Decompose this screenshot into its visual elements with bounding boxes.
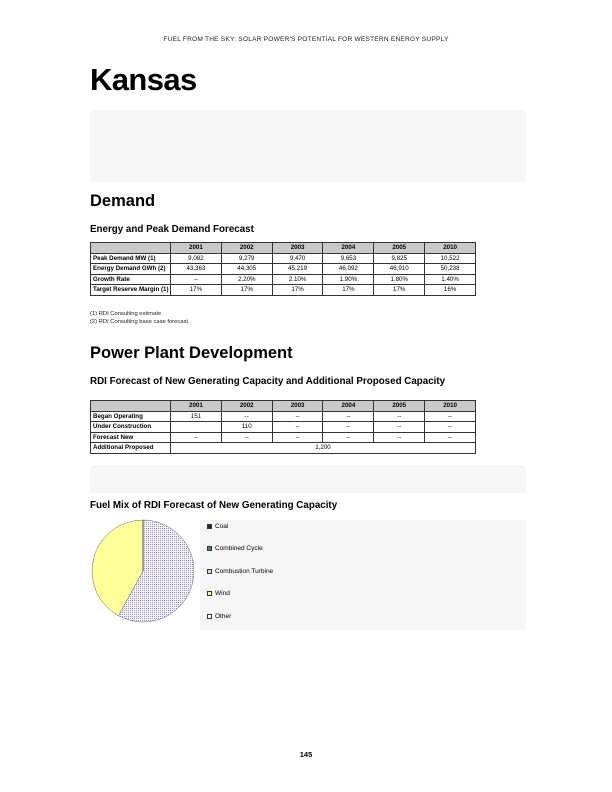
row-label: Forecast New	[91, 432, 171, 443]
legend-item	[207, 522, 273, 530]
table-row	[91, 422, 476, 433]
background-panel-top	[90, 110, 526, 182]
legend-item	[207, 590, 273, 598]
table-cell: --	[272, 432, 323, 443]
table-cell: 1.90%	[323, 274, 374, 285]
page-number: 145	[299, 750, 313, 759]
table-cell: 46,092	[323, 264, 374, 275]
legend-label: Wind	[215, 590, 230, 597]
row-label: Energy Demand GWh (2)	[91, 264, 171, 275]
table-row	[91, 411, 476, 422]
table-cell: 10,522	[425, 253, 476, 264]
pie-svg	[90, 518, 196, 624]
year-header: 2002	[221, 243, 272, 254]
legend-swatch	[207, 569, 212, 574]
legend-label: Combined Cycle	[215, 545, 263, 552]
legend-label: Other	[215, 612, 232, 620]
legend-label: Combustion Turbine	[215, 567, 274, 575]
table-cell: --	[425, 411, 476, 422]
row-label: Peak Demand MW (1)	[91, 253, 171, 264]
year-header: 2005	[374, 401, 425, 412]
table-cell: 44,305	[221, 264, 272, 275]
row-label: Target Reserve Margin (1)	[91, 285, 171, 296]
table-cell	[171, 422, 222, 433]
background-panel-middle	[90, 465, 526, 493]
table-cell: --	[221, 411, 272, 422]
year-header: 2004	[323, 401, 374, 412]
fuel-mix-legend	[207, 522, 273, 635]
page-title: Kansas	[90, 62, 197, 97]
year-header: 2005	[374, 243, 425, 254]
table-row	[91, 253, 476, 264]
table-cell: 9,825	[374, 253, 425, 264]
demand-heading: Demand	[90, 192, 156, 210]
legend-item	[207, 612, 273, 620]
capacity-table-title: RDI Forecast of New Generating Capacity and Additional Proposed Capacity	[90, 376, 446, 387]
year-header: 2003	[272, 243, 323, 254]
fuel-mix-pie-chart	[90, 518, 196, 624]
legend-swatch	[207, 546, 212, 551]
table-cell: --	[425, 432, 476, 443]
table-cell: --	[374, 411, 425, 422]
table-row	[91, 285, 476, 296]
table-header-row	[91, 401, 476, 412]
table-cell: 2.10%	[272, 274, 323, 285]
table-cell: --	[272, 422, 323, 433]
table-cell: 16%	[425, 285, 476, 296]
year-header: 2001	[171, 243, 222, 254]
table-cell: 50,238	[425, 264, 476, 275]
table-cell-merged: 1,200	[171, 443, 476, 454]
row-label: Additional Proposed	[91, 443, 171, 454]
table-cell: --	[374, 422, 425, 433]
corner-cell	[91, 401, 171, 412]
table-cell: 2.20%	[221, 274, 272, 285]
table-cell: --	[171, 274, 222, 285]
row-label: Under Construction	[91, 422, 171, 433]
legend-label: Coal	[215, 522, 229, 530]
legend-item	[207, 567, 273, 575]
table-cell: 17%	[221, 285, 272, 296]
table-cell: 46,910	[374, 264, 425, 275]
fuel-mix-title: Fuel Mix of RDI Forecast of New Generating Capacity	[90, 500, 338, 511]
table-cell: 45,219	[272, 264, 323, 275]
year-header: 2002	[221, 401, 272, 412]
table-cell: 9,082	[171, 253, 222, 264]
legend-swatch	[207, 614, 212, 619]
table-cell: 17%	[374, 285, 425, 296]
demand-forecast-table	[90, 242, 476, 296]
year-header: 2010	[425, 243, 476, 254]
table-cell: 17%	[323, 285, 374, 296]
table-cell: 151	[171, 411, 222, 422]
row-label: Began Operating	[91, 411, 171, 422]
legend-swatch	[207, 524, 212, 529]
demand-footnotes	[90, 310, 190, 326]
table-cell: --	[374, 432, 425, 443]
table-cell: 9,653	[323, 253, 374, 264]
legend-item	[207, 545, 273, 553]
table-cell: --	[171, 432, 222, 443]
table-cell: 17%	[171, 285, 222, 296]
table-row	[91, 443, 476, 454]
table-row	[91, 264, 476, 275]
table-header-row	[91, 243, 476, 254]
table-cell: 9,470	[272, 253, 323, 264]
table-cell: --	[221, 432, 272, 443]
year-header: 2001	[171, 401, 222, 412]
year-header: 2010	[425, 401, 476, 412]
year-header: 2003	[272, 401, 323, 412]
table-cell: --	[272, 411, 323, 422]
table-cell: 17%	[272, 285, 323, 296]
table-cell: --	[323, 422, 374, 433]
table-cell: --	[425, 422, 476, 433]
table-cell: 43,363	[171, 264, 222, 275]
table-row	[91, 274, 476, 285]
row-label: Growth Rate	[91, 274, 171, 285]
capacity-forecast-table	[90, 400, 476, 454]
table-cell: 9,279	[221, 253, 272, 264]
corner-cell	[91, 243, 171, 254]
power-plant-heading: Power Plant Development	[90, 344, 293, 362]
table-row	[91, 432, 476, 443]
table-cell: --	[323, 432, 374, 443]
demand-table-title: Energy and Peak Demand Forecast	[90, 224, 254, 235]
table-cell: --	[323, 411, 374, 422]
year-header: 2004	[323, 243, 374, 254]
legend-swatch	[207, 591, 212, 596]
table-cell: 1.40%	[425, 274, 476, 285]
footnote: (2) RDI Consulting base case forecast.	[90, 319, 190, 325]
table-cell: 1.80%	[374, 274, 425, 285]
table-cell: 110	[221, 422, 272, 433]
footnote: (1) RDI Consulting estimate	[90, 311, 162, 317]
running-header: FUEL FROM THE SKY: SOLAR POWER'S POTENTIAL FOR WESTERN ENERGY SUPPLY	[163, 36, 449, 43]
